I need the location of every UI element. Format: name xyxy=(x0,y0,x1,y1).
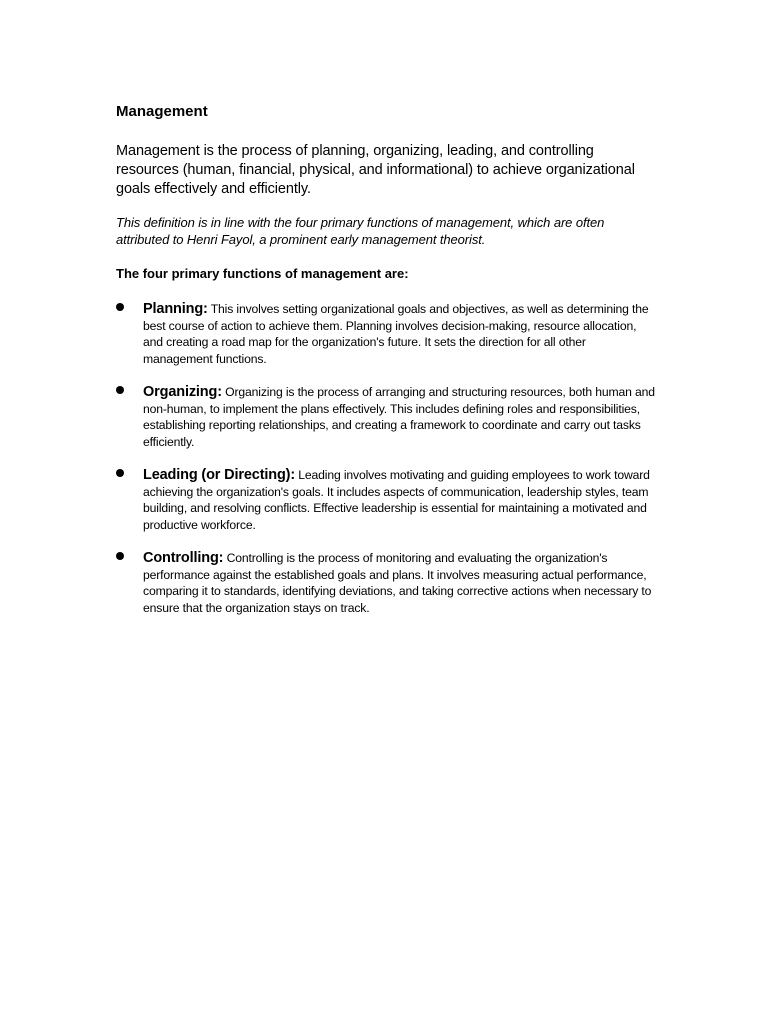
function-item-controlling xyxy=(116,550,656,616)
intro-paragraph: Management is the process of planning, organizing, leading, and controlling resources (human, financial, physical, and informational) to achieve organizational goals effectively and efficiently. xyxy=(116,143,635,197)
bullet-icon xyxy=(116,552,124,560)
function-description: This involves setting organizational goals and objectives, as well as determining the best course of action to achieve them. Planning involves decision-making, resource allocation, and creating a road map for the organization's future. It sets the direction for all other management functions. xyxy=(143,302,649,366)
function-description: Organizing is the process of arranging and structuring resources, both human and non-human, to implement the plans effectively. This includes defining roles and responsibilities, establishing reporting relationships, and creating a framework to coordinate and carry out tasks efficiently. xyxy=(143,385,655,449)
function-description: Controlling is the process of monitoring and evaluating the organization's performance against the established goals and plans. It involves measuring actual performance, comparing it to standards, identifying deviations, and taking corrective actions when necessary to ensure that the organization stays on track. xyxy=(143,551,652,615)
function-term: Controlling: xyxy=(143,550,224,566)
bullet-icon xyxy=(116,303,124,311)
function-description: Leading involves motivating and guiding employees to work toward achieving the organization's goals. It includes aspects of communication, leadership styles, team building, and resolving conflicts. Effective leadership is essential for maintaining a motivated and productive workforce. xyxy=(143,468,650,532)
document-page xyxy=(116,102,656,633)
function-item-organizing xyxy=(116,384,656,450)
function-term: Leading (or Directing): xyxy=(143,467,296,483)
fayol-note: This definition is in line with the four primary functions of management, which are often attributed to Henri Fayol, a prominent early management theorist. xyxy=(116,215,605,247)
function-item-planning xyxy=(116,301,656,367)
function-term: Organizing: xyxy=(143,384,222,400)
document-title: Management xyxy=(116,103,208,120)
function-item-leading xyxy=(116,467,656,533)
functions-heading: The four primary functions of management are: xyxy=(116,266,409,281)
function-term: Planning: xyxy=(143,301,208,317)
bullet-icon xyxy=(116,386,124,394)
bullet-icon xyxy=(116,469,124,477)
functions-list xyxy=(116,301,656,616)
